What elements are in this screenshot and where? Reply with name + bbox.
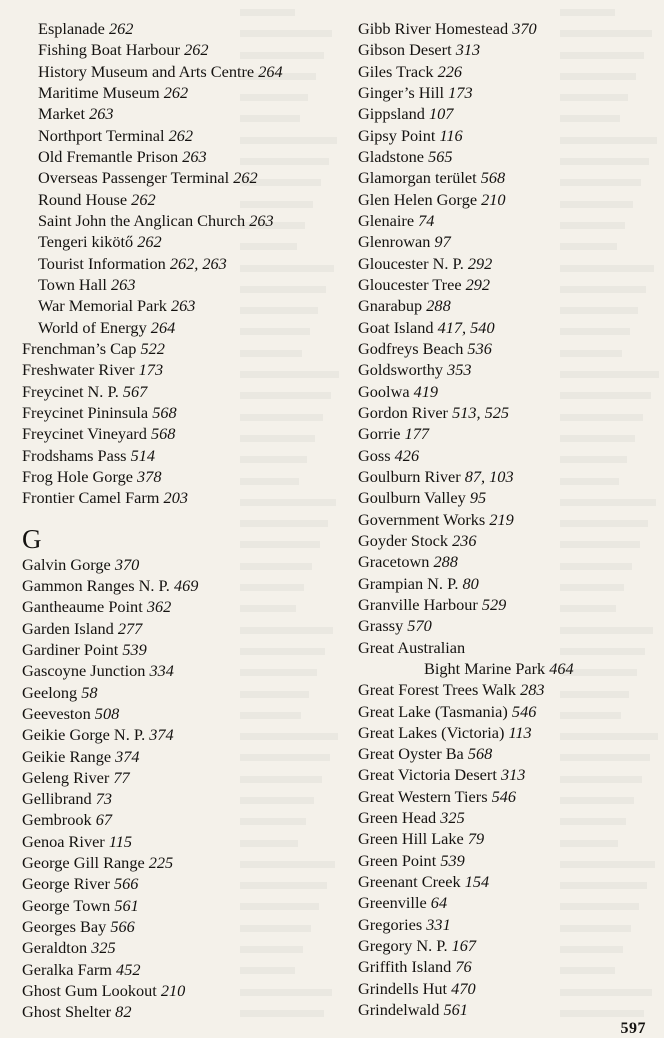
entry-name: Freshwater River bbox=[22, 360, 135, 380]
index-subentry bbox=[22, 231, 342, 252]
entry-page-numbers: 210 bbox=[160, 981, 186, 1001]
entry-name: Geraldton bbox=[22, 938, 88, 958]
entry-name: Tengeri kikötő bbox=[38, 232, 134, 252]
index-entry bbox=[358, 530, 658, 551]
entry-name: Maritime Museum bbox=[38, 82, 160, 102]
entry-page-numbers: 263 bbox=[249, 210, 274, 230]
entry-page-numbers: 325 bbox=[440, 808, 465, 828]
entry-name: Esplanade bbox=[38, 19, 105, 38]
index-entry bbox=[358, 551, 658, 572]
entry-page-numbers: 508 bbox=[94, 703, 120, 723]
entry-page-numbers: 95 bbox=[469, 488, 487, 508]
entry-page-numbers: 263 bbox=[182, 146, 207, 166]
entry-name: Grassy bbox=[358, 616, 404, 636]
entry-page-numbers: 568 bbox=[152, 402, 177, 422]
entry-name: Gellibrand bbox=[22, 789, 92, 809]
entry-name: Government Works bbox=[358, 509, 486, 529]
entry-name: Glen Helen Gorge bbox=[358, 189, 478, 209]
entry-page-numbers: 82 bbox=[115, 1002, 132, 1022]
entry-page-numbers: 264 bbox=[150, 317, 176, 337]
entry-page-numbers: 567 bbox=[122, 381, 148, 401]
index-entry bbox=[22, 767, 342, 788]
entry-page-numbers: 263 bbox=[111, 274, 136, 294]
entry-name: Grindells Hut bbox=[358, 978, 448, 998]
entry-page-numbers: 539 bbox=[440, 850, 465, 870]
entry-page-numbers: 568 bbox=[467, 744, 493, 764]
entry-page-numbers: 334 bbox=[149, 661, 174, 681]
entry-name: Geeveston bbox=[22, 703, 91, 723]
index-entry bbox=[358, 637, 658, 658]
entry-page-numbers: 378 bbox=[137, 466, 162, 486]
entry-page-numbers: 67 bbox=[95, 810, 112, 830]
index-entry bbox=[358, 402, 658, 423]
entry-page-numbers: 374 bbox=[115, 746, 140, 766]
entry-page-numbers: 154 bbox=[464, 872, 490, 892]
index-subentry bbox=[22, 167, 342, 188]
entry-page-numbers: 262 bbox=[163, 82, 189, 102]
entry-name: Frenchman’s Cap bbox=[22, 338, 137, 358]
entry-page-numbers: 536 bbox=[467, 338, 492, 358]
index-entry bbox=[22, 554, 342, 575]
entry-name: Genoa River bbox=[22, 831, 105, 851]
entry-name: Great Western Tiers bbox=[358, 786, 488, 806]
entry-page-numbers: 80 bbox=[462, 573, 479, 593]
index-subentry bbox=[22, 39, 342, 60]
entry-name: George Gill Range bbox=[22, 853, 145, 873]
entry-page-numbers: 452 bbox=[116, 959, 141, 979]
entry-page-numbers: 262 bbox=[233, 168, 258, 188]
index-entry bbox=[22, 466, 342, 487]
entry-page-numbers: 419 bbox=[413, 381, 439, 401]
entry-page-numbers: 77 bbox=[113, 767, 130, 787]
entry-page-numbers: 113 bbox=[508, 722, 532, 742]
index-subentry bbox=[22, 317, 342, 338]
entry-page-numbers: 426 bbox=[394, 445, 420, 465]
entry-page-numbers: 464 bbox=[549, 658, 574, 678]
index-subentry bbox=[22, 82, 342, 103]
entry-name: Godfreys Beach bbox=[358, 338, 464, 358]
entry-page-numbers: 74 bbox=[418, 210, 435, 230]
index-entry bbox=[22, 873, 342, 894]
entry-page-numbers: 262, 263 bbox=[169, 253, 227, 273]
entry-name: Geelong bbox=[22, 682, 78, 702]
index-subentry bbox=[22, 61, 342, 82]
index-entry bbox=[22, 639, 342, 660]
index-entry bbox=[358, 466, 658, 487]
entry-name: Great Forest Trees Walk bbox=[358, 680, 517, 700]
entry-page-numbers: 167 bbox=[451, 936, 477, 956]
index-entry bbox=[358, 167, 658, 188]
index-entry bbox=[22, 746, 342, 767]
entry-name: War Memorial Park bbox=[38, 296, 167, 316]
entry-name: Gibson Desert bbox=[358, 40, 452, 60]
entry-page-numbers: 262 bbox=[131, 189, 156, 209]
entry-page-numbers: 288 bbox=[426, 296, 451, 316]
entry-page-numbers: 325 bbox=[91, 938, 116, 958]
entry-page-numbers: 277 bbox=[117, 618, 143, 638]
entry-name: George Town bbox=[22, 895, 111, 915]
index-entry bbox=[358, 39, 658, 60]
entry-page-numbers: 417, 540 bbox=[437, 317, 495, 337]
entry-name: Gippsland bbox=[358, 104, 425, 124]
index-entry bbox=[22, 895, 342, 916]
index-entry bbox=[22, 575, 342, 596]
entry-page-numbers: 565 bbox=[428, 146, 453, 166]
entry-page-numbers: 568 bbox=[480, 168, 506, 188]
entry-name: Gibb River Homestead bbox=[358, 19, 509, 38]
entry-page-numbers: 262 bbox=[108, 19, 134, 38]
entry-name: Old Fremantle Prison bbox=[38, 146, 179, 166]
entry-name: Gladstone bbox=[358, 146, 425, 166]
index-subentry bbox=[22, 189, 342, 210]
index-entry bbox=[22, 916, 342, 937]
entry-page-numbers: 353 bbox=[447, 360, 472, 380]
entry-name: Griffith Island bbox=[358, 957, 452, 977]
entry-name: Goss bbox=[358, 445, 391, 465]
entry-name: Gascoyne Junction bbox=[22, 661, 146, 681]
entry-page-numbers: 115 bbox=[108, 831, 133, 851]
entry-name: Freycinet Vineyard bbox=[22, 424, 147, 444]
entry-name: Gordon River bbox=[358, 402, 448, 422]
index-entry bbox=[358, 828, 658, 849]
index-entry bbox=[358, 487, 658, 508]
index-entry bbox=[358, 317, 658, 338]
index-subentry bbox=[22, 18, 342, 39]
entry-name: Market bbox=[38, 104, 86, 124]
index-entry bbox=[358, 850, 658, 871]
entry-page-numbers: 107 bbox=[429, 104, 454, 124]
entry-page-numbers: 283 bbox=[520, 680, 545, 700]
index-entry bbox=[22, 831, 342, 852]
entry-name: Overseas Passenger Terminal bbox=[38, 168, 230, 188]
entry-name: Geikie Range bbox=[22, 746, 112, 766]
index-entry bbox=[22, 937, 342, 958]
entry-page-numbers: 116 bbox=[439, 125, 463, 145]
entry-page-numbers: 469 bbox=[173, 575, 199, 595]
entry-page-numbers: 513, 525 bbox=[452, 402, 510, 422]
entry-name: Grindelwald bbox=[358, 1000, 440, 1020]
entry-name: Fishing Boat Harbour bbox=[38, 40, 180, 60]
index-entry bbox=[358, 956, 658, 977]
entry-name: Gloucester Tree bbox=[358, 274, 462, 294]
entry-name: History Museum and Arts Centre bbox=[38, 61, 255, 81]
entry-name: Great Oyster Ba bbox=[358, 744, 464, 764]
index-subentry bbox=[22, 125, 342, 146]
entry-name: Goldsworthy bbox=[358, 360, 444, 380]
entry-name: Green Hill Lake bbox=[358, 829, 464, 849]
section-letter-heading: G bbox=[22, 523, 42, 554]
entry-name: Frontier Camel Farm bbox=[22, 488, 160, 508]
index-entry bbox=[358, 978, 658, 999]
index-entry bbox=[358, 743, 658, 764]
index-entry bbox=[358, 189, 658, 210]
entry-page-numbers: 262 bbox=[184, 40, 209, 60]
index-entry bbox=[22, 1001, 342, 1022]
entry-page-numbers: 374 bbox=[149, 725, 174, 745]
index-entry bbox=[358, 679, 658, 700]
entry-page-numbers: 561 bbox=[443, 1000, 468, 1020]
entry-page-numbers: 64 bbox=[430, 893, 448, 913]
entry-name: Goat Island bbox=[358, 317, 434, 337]
entry-name: Freycinet Pininsula bbox=[22, 402, 149, 422]
entry-page-numbers: 203 bbox=[163, 488, 188, 508]
entry-page-numbers: 529 bbox=[481, 594, 507, 614]
entry-page-numbers: 236 bbox=[452, 530, 477, 550]
index-entry bbox=[358, 146, 658, 167]
entry-page-numbers: 514 bbox=[130, 445, 155, 465]
entry-name: Grampian N. P. bbox=[358, 573, 459, 593]
entry-name: Gregories bbox=[358, 914, 423, 934]
index-entry bbox=[358, 18, 658, 39]
entry-page-numbers: 210 bbox=[481, 189, 506, 209]
entry-name: Green Point bbox=[358, 850, 437, 870]
index-entry bbox=[22, 618, 342, 639]
index-subentry bbox=[22, 210, 342, 231]
entry-name: Glenaire bbox=[358, 210, 415, 230]
entry-name: Gammon Ranges N. P. bbox=[22, 575, 170, 595]
index-entry bbox=[22, 423, 342, 444]
index-entry bbox=[358, 701, 658, 722]
entry-page-numbers: 263 bbox=[89, 104, 114, 124]
entry-name: Ginger’s Hill bbox=[358, 82, 445, 102]
entry-name: Great Lake (Tasmania) bbox=[358, 701, 508, 721]
index-entry bbox=[358, 722, 658, 743]
entry-page-numbers: 225 bbox=[148, 853, 174, 873]
index-entry bbox=[358, 82, 658, 103]
entry-name: Tourist Information bbox=[38, 253, 166, 273]
entry-name: Gembrook bbox=[22, 810, 92, 830]
index-entry bbox=[358, 615, 658, 636]
index-entry bbox=[358, 125, 658, 146]
index-entry bbox=[358, 295, 658, 316]
entry-name: George River bbox=[22, 874, 110, 894]
index-entry bbox=[358, 381, 658, 402]
entry-page-numbers: 177 bbox=[404, 424, 429, 444]
entry-name: Glenrowan bbox=[358, 232, 431, 252]
entry-page-numbers: 362 bbox=[146, 597, 172, 617]
entry-name: Georges Bay bbox=[22, 917, 107, 937]
entry-name: Gardiner Point bbox=[22, 639, 119, 659]
entry-page-numbers: 73 bbox=[95, 789, 112, 809]
entry-page-numbers: 97 bbox=[434, 232, 451, 252]
entry-name: Gracetown bbox=[358, 552, 430, 572]
entry-page-numbers: 313 bbox=[500, 765, 526, 785]
entry-page-numbers: 173 bbox=[138, 360, 164, 380]
entry-page-numbers: 561 bbox=[114, 895, 139, 915]
index-entry bbox=[358, 61, 658, 82]
index-entry bbox=[22, 852, 342, 873]
entry-page-numbers: 262 bbox=[137, 232, 162, 252]
entry-name: Northport Terminal bbox=[38, 125, 165, 145]
index-entry bbox=[358, 103, 658, 124]
entry-page-numbers: 58 bbox=[81, 682, 98, 702]
entry-name: Galvin Gorge bbox=[22, 554, 111, 574]
index-entry bbox=[358, 914, 658, 935]
index-entry bbox=[22, 338, 342, 359]
entry-name: Goolwa bbox=[358, 381, 410, 401]
index-entry bbox=[358, 573, 658, 594]
entry-page-numbers: 173 bbox=[448, 82, 473, 102]
entry-name: Granville Harbour bbox=[358, 594, 478, 614]
entry-page-numbers: 370 bbox=[114, 554, 140, 574]
index-entry bbox=[358, 892, 658, 913]
entry-page-numbers: 370 bbox=[512, 19, 537, 38]
entry-page-numbers: 566 bbox=[110, 917, 135, 937]
section-spacer bbox=[22, 509, 342, 523]
index-subentry bbox=[22, 146, 342, 167]
entry-name: Geikie Gorge N. P. bbox=[22, 725, 146, 745]
entry-name: Geleng River bbox=[22, 767, 110, 787]
index-entry bbox=[358, 253, 658, 274]
entry-page-numbers: 546 bbox=[491, 786, 517, 806]
entry-name: Gnarabup bbox=[358, 296, 423, 316]
index-entry bbox=[358, 359, 658, 380]
entry-page-numbers: 263 bbox=[170, 296, 196, 316]
index-entry bbox=[22, 980, 342, 1001]
entry-page-numbers: 546 bbox=[511, 701, 537, 721]
index-entry bbox=[22, 682, 342, 703]
entry-name: Geralka Farm bbox=[22, 959, 112, 979]
entry-name: Freycinet N. P. bbox=[22, 381, 119, 401]
entry-page-numbers: 522 bbox=[140, 338, 165, 358]
entry-page-numbers: 539 bbox=[122, 639, 147, 659]
entry-page-numbers: 331 bbox=[426, 914, 451, 934]
index-subentry bbox=[22, 103, 342, 124]
index-column-right bbox=[358, 18, 658, 1020]
index-entry bbox=[22, 596, 342, 617]
entry-page-numbers: 470 bbox=[451, 978, 476, 998]
entry-name: Great Australian bbox=[358, 637, 466, 657]
entry-name: Giles Track bbox=[358, 61, 434, 81]
entry-page-numbers: 570 bbox=[407, 616, 432, 636]
entry-name: Great Lakes (Victoria) bbox=[358, 722, 505, 742]
entry-name: Gantheaume Point bbox=[22, 597, 143, 617]
entry-page-numbers: 262 bbox=[168, 125, 194, 145]
entry-page-numbers: 226 bbox=[437, 61, 463, 81]
index-entry bbox=[358, 786, 658, 807]
entry-name: Gregory N. P. bbox=[358, 936, 448, 956]
index-entry bbox=[358, 423, 658, 444]
entry-page-numbers: 79 bbox=[467, 829, 485, 849]
entry-name: Glamorgan terület bbox=[358, 168, 477, 188]
index-entry bbox=[358, 807, 658, 828]
entry-name: World of Energy bbox=[38, 317, 147, 337]
index-entry bbox=[358, 999, 658, 1020]
entry-name: Goulburn River bbox=[358, 466, 461, 486]
index-entry bbox=[22, 487, 342, 508]
index-entry bbox=[22, 402, 342, 423]
index-entry bbox=[358, 274, 658, 295]
entry-name: Gloucester N. P. bbox=[358, 253, 464, 273]
index-entry bbox=[358, 935, 658, 956]
entry-name: Town Hall bbox=[38, 274, 107, 294]
entry-page-numbers: 76 bbox=[455, 957, 472, 977]
index-entry bbox=[22, 660, 342, 681]
entry-name: Gipsy Point bbox=[358, 125, 436, 145]
entry-name: Saint John the Anglican Church bbox=[38, 210, 246, 230]
entry-page-numbers: 568 bbox=[150, 424, 176, 444]
index-entry bbox=[22, 359, 342, 380]
entry-name: Ghost Gum Lookout bbox=[22, 981, 157, 1001]
index-subentry bbox=[22, 274, 342, 295]
entry-name: Garden Island bbox=[22, 618, 114, 638]
entry-page-numbers: 219 bbox=[489, 509, 514, 529]
entry-page-numbers: 292 bbox=[467, 253, 493, 273]
entry-name: Goyder Stock bbox=[358, 530, 448, 550]
entry-page-numbers: 87, 103 bbox=[464, 466, 514, 486]
index-subentry bbox=[22, 253, 342, 274]
index-entry bbox=[358, 445, 658, 466]
entry-page-numbers: 566 bbox=[113, 874, 139, 894]
index-entry bbox=[358, 871, 658, 892]
index-entry bbox=[22, 809, 342, 830]
entry-name: Gorrie bbox=[358, 424, 401, 444]
index-entry bbox=[358, 338, 658, 359]
entry-name: Green Head bbox=[358, 808, 437, 828]
entry-page-numbers: 264 bbox=[258, 61, 283, 81]
page-number: 597 bbox=[620, 1020, 646, 1037]
index-subentry bbox=[22, 295, 342, 316]
index-entry bbox=[358, 594, 658, 615]
index-entry bbox=[22, 381, 342, 402]
entry-name: Greenville bbox=[358, 893, 427, 913]
index-entry bbox=[22, 445, 342, 466]
index-entry bbox=[358, 509, 658, 530]
entry-name: Great Victoria Desert bbox=[358, 765, 497, 785]
index-entry bbox=[22, 788, 342, 809]
index-entry bbox=[358, 231, 658, 252]
entry-page-numbers: 313 bbox=[455, 40, 481, 60]
index-entry bbox=[22, 724, 342, 745]
index-entry bbox=[358, 658, 658, 679]
entry-name: Round House bbox=[38, 189, 128, 209]
index-entry bbox=[358, 764, 658, 785]
index-entry bbox=[22, 959, 342, 980]
entry-name: Greenant Creek bbox=[358, 872, 461, 892]
entry-name: Frodshams Pass bbox=[22, 445, 127, 465]
entry-name: Ghost Shelter bbox=[22, 1002, 112, 1022]
entry-page-numbers: 292 bbox=[465, 274, 491, 294]
index-column-left bbox=[22, 18, 342, 1023]
entry-name: Frog Hole Gorge bbox=[22, 466, 133, 486]
index-entry bbox=[358, 210, 658, 231]
entry-page-numbers: 288 bbox=[433, 552, 458, 572]
index-entry bbox=[22, 703, 342, 724]
entry-name: Bight Marine Park bbox=[424, 658, 546, 678]
entry-name: Goulburn Valley bbox=[358, 488, 466, 508]
